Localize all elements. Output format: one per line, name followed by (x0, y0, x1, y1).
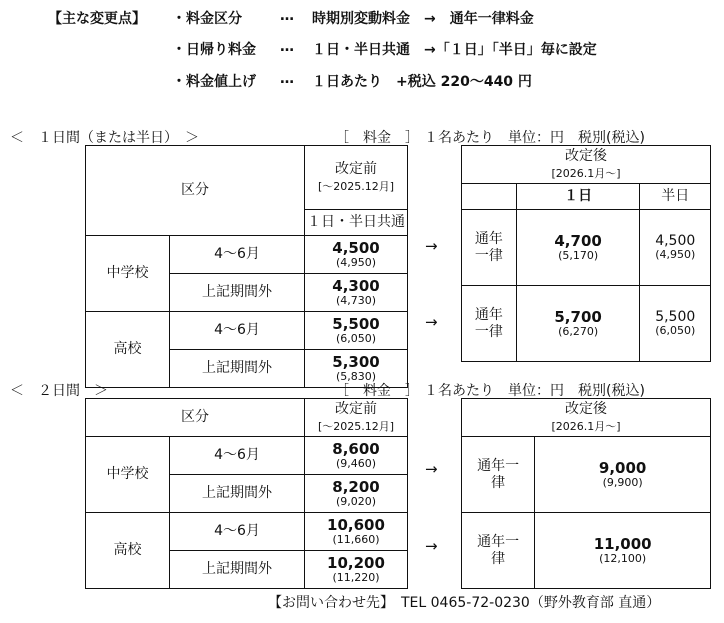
section1-period: 4〜6月 (170, 312, 305, 350)
section1-before-sub: １日・半日共通 (305, 210, 408, 236)
section2-school-jh: 中学校 (86, 437, 170, 513)
section1-bracket: ［ 料金 ］ (335, 130, 419, 146)
section2-after-table (461, 398, 711, 589)
price-value: 4,500 (332, 238, 380, 257)
section1-after-blank (462, 184, 517, 210)
section1-day-cell (516, 286, 640, 362)
tax-value: (12,100) (599, 551, 647, 565)
section1-period: 上記期間外 (170, 274, 305, 312)
tax-value: (9,460) (335, 456, 377, 470)
price-value: 4,300 (332, 276, 380, 295)
tax-value: (6,050) (655, 324, 696, 338)
summary-text-1: 時期別変動料金 → 通年一律料金 (312, 11, 534, 27)
section1-title: ＜ １日間（または半日） ＞ (10, 130, 199, 146)
section2-after-date: [2026.1月〜] (551, 419, 621, 433)
summary-dots-2: … (280, 39, 294, 55)
price-value: 5,300 (332, 352, 380, 371)
arrow-icon: → (425, 460, 438, 478)
section2-price-cell (535, 437, 711, 513)
section1-after-day-header: １日 (516, 184, 640, 210)
section1-after-label: 改定後 (565, 148, 607, 165)
section2-before-header (305, 399, 408, 437)
section1-category-header: 区分 (86, 146, 305, 236)
price-value: 5,500 (332, 314, 380, 333)
summary-text-3: １日あたり +税込 220〜440 円 (312, 74, 532, 90)
section2-before-label: 改定前 (335, 401, 377, 418)
section1-after-header (462, 146, 711, 184)
arrow-icon: → (425, 537, 438, 555)
tax-value: (4,950) (335, 255, 377, 269)
summary-bullet-1: ・料金区分 (172, 11, 242, 27)
price-value: 5,700 (554, 307, 602, 326)
section2-category-header: 区分 (86, 399, 305, 437)
tax-value: (4,730) (335, 293, 377, 307)
price-value: 10,200 (327, 553, 385, 572)
section1-after-date: [2026.1月〜] (551, 166, 621, 180)
price-value: 9,000 (598, 458, 647, 477)
price-value: 10,600 (327, 515, 385, 534)
section2-before-table (85, 398, 408, 589)
section1-unit: １名あたり 単位：円 税別(税込) (424, 130, 645, 146)
section2-flat-label: 通年一律 (462, 513, 535, 589)
tax-value: (11,220) (332, 570, 380, 584)
section1-day-cell (516, 210, 640, 286)
section2-price-cell (305, 437, 408, 475)
section2-title: ＜ ２日間 ＞ (10, 383, 108, 399)
section1-school-jh: 中学校 (86, 236, 170, 312)
section1-half-cell (640, 286, 711, 362)
section1-before-date: [〜2025.12月] (317, 179, 395, 193)
section2-period: 4〜6月 (170, 437, 305, 475)
section1-before-table (85, 145, 408, 388)
price-value: 8,600 (332, 439, 380, 458)
section1-after-half-header: 半日 (640, 184, 711, 210)
tax-value: (9,020) (335, 494, 377, 508)
section2-after-header (462, 399, 711, 437)
section1-flat-label: 通年一律 (462, 210, 517, 286)
section2-period: 4〜6月 (170, 513, 305, 551)
section2-period: 上記期間外 (170, 475, 305, 513)
price-value: 11,000 (593, 534, 652, 553)
tax-value: (5,830) (335, 369, 377, 383)
tax-value: (4,950) (655, 248, 696, 262)
summary-bullet-3: ・料金値上げ (172, 74, 256, 90)
section2-price-cell (305, 475, 408, 513)
price-value: 8,200 (332, 477, 380, 496)
summary-text-2: １日・半日共通 →「１日」「半日」毎に設定 (312, 42, 597, 58)
section2-school-hs: 高校 (86, 513, 170, 589)
section2-after-label: 改定後 (565, 401, 607, 418)
section2-unit: １名あたり 単位：円 税別(税込) (424, 383, 645, 399)
section1-period: 4〜6月 (170, 236, 305, 274)
arrow-icon: → (425, 313, 438, 331)
section1-flat-label: 通年一律 (462, 286, 517, 362)
section1-price-cell (305, 236, 408, 274)
summary-dots-3: … (280, 71, 294, 87)
arrow-icon: → (425, 237, 438, 255)
price-value: 5,500 (655, 309, 696, 326)
section2-price-cell (305, 551, 408, 589)
section1-half-cell (640, 210, 711, 286)
section1-after-table (461, 145, 711, 362)
price-value: 4,500 (655, 233, 696, 250)
section1-before-label: 改定前 (335, 161, 377, 178)
contact-info: 【お問い合わせ先】 TEL 0465-72-0230（野外教育部 直通） (268, 595, 661, 611)
section1-school-hs: 高校 (86, 312, 170, 388)
section1-price-cell (305, 312, 408, 350)
section1-period: 上記期間外 (170, 350, 305, 388)
summary-bullet-2: ・日帰り料金 (172, 42, 256, 58)
tax-value: (6,050) (335, 331, 377, 345)
section2-before-date: [〜2025.12月] (317, 419, 395, 433)
section2-flat-label: 通年一律 (462, 437, 535, 513)
tax-value: (9,900) (602, 475, 643, 489)
section1-before-header (305, 146, 408, 210)
tax-value: (6,270) (558, 324, 599, 338)
section2-bracket: ［ 料金 ］ (335, 383, 419, 399)
section2-price-cell (305, 513, 408, 551)
tax-value: (11,660) (332, 532, 380, 546)
tax-value: (5,170) (558, 248, 599, 262)
section1-price-cell (305, 274, 408, 312)
summary-dots-1: … (280, 8, 294, 24)
section2-price-cell (535, 513, 711, 589)
section2-period: 上記期間外 (170, 551, 305, 589)
summary-heading: 【主な変更点】 (48, 11, 146, 27)
price-value: 4,700 (554, 231, 602, 250)
